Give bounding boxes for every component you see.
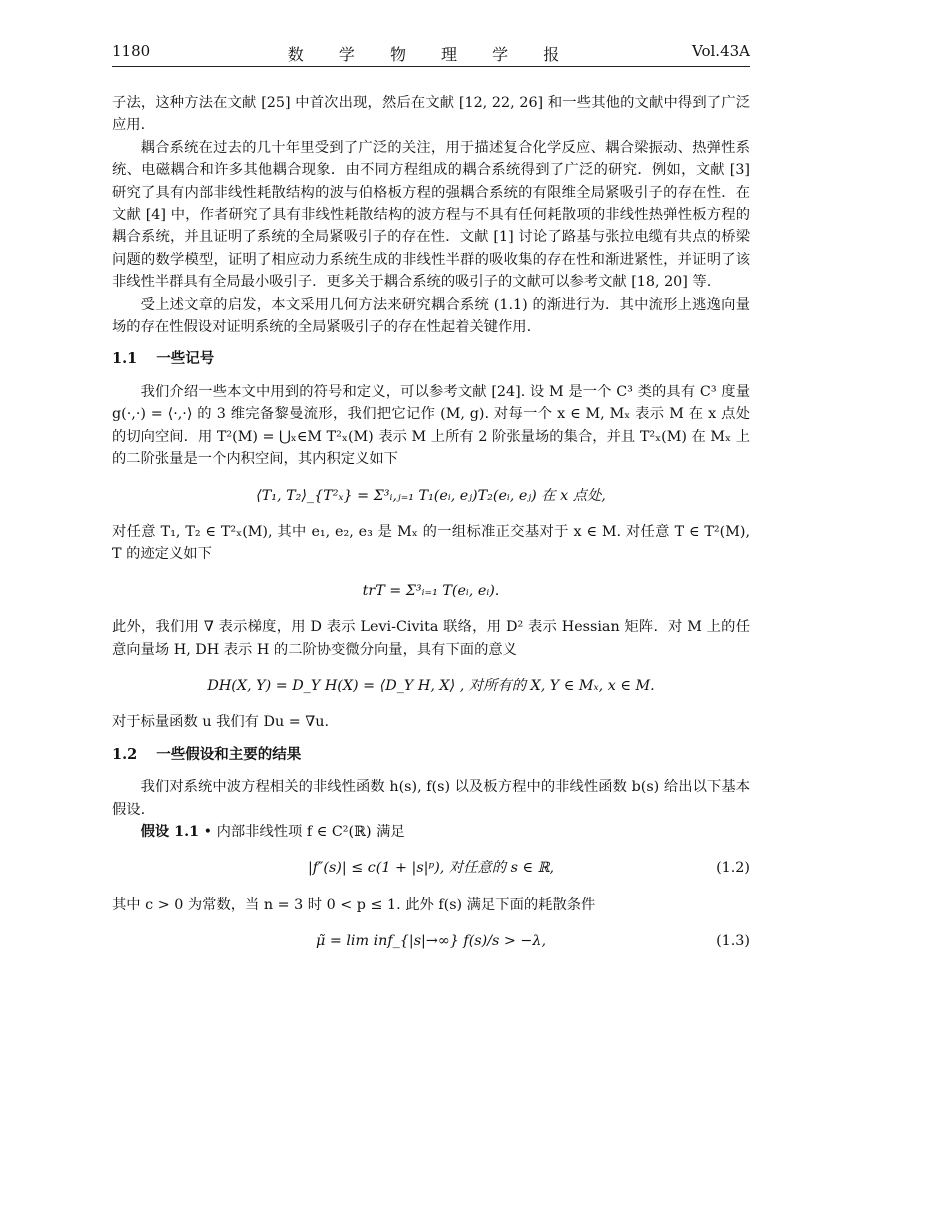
paragraph: 此外，我们用 ∇ 表示梯度，用 D 表示 Levi-Civita 联络，用 D² 表示 Hessian 矩阵．对 M 上的任意向量场 H, DH 表示 H 的二阶协变微分向量，具有下面的意义 [112, 619, 750, 658]
section-title: 一些记号 [156, 351, 215, 368]
equation-body: μ̃ = lim inf_{|s|→∞} f(s)/s > −λ, [315, 933, 546, 950]
equation-1-2 [112, 857, 750, 879]
section-number: 1.1 [112, 350, 138, 368]
equation: DH(X, Y) = D_Y H(X) = ⟨D_Y H, X⟩ , 对所有的 X, Y ∈ Mₓ, x ∈ M. [207, 677, 655, 694]
section-heading [112, 744, 750, 766]
section-title: 一些假设和主要的结果 [156, 746, 302, 763]
paragraph: 我们对系统中波方程相关的非线性函数 h(s), f(s) 以及板方程中的非线性函数 b(s) 给出以下基本假设. [112, 779, 750, 818]
section-number: 1.2 [112, 745, 138, 763]
volume: Vol.43A [692, 42, 750, 60]
equation: trT = Σ³ᵢ₌₁ T(eᵢ, eᵢ). [362, 582, 500, 599]
paragraph: 对于标量函数 u 我们有 Du = ∇u. [112, 714, 329, 731]
equation-tag: (1.3) [716, 933, 750, 950]
paragraph: 耦合系统在过去的几十年里受到了广泛的关注，用于描述复合化学反应、耦合梁振动、热弹性系统、电磁耦合和许多其他耦合现象．由不同方程组成的耦合系统得到了广泛的研究．例如，文献 [3] 研究了具有内部非线性耗散结构的波与伯格板方程的强耦合系统的有限维全局紧吸引子的存在性．在文献 [4] 中，作者研究了具有非线性耗散结构的波方程与不具有任何耗散项的非线性热弹性板方程的耦合系统，并且证明了系统的全局紧吸引子的存在性．文献 [1] 讨论了路基与张拉电缆有共点的桥梁问题的数学模型，证明了相应动力系统生成的非线性半群的吸收集的存在性和渐进紧性，并证明了该非线性半群具有全局最小吸引子．更多关于耦合系统的吸引子的文献可以参考文献 [18, 20] 等. [112, 139, 750, 291]
paragraph: 对任意 T₁, T₂ ∈ T²ₓ(M), 其中 e₁, e₂, e₃ 是 Mₓ 的一组标准正交基对于 x ∈ M. 对任意 T ∈ T²(M), T 的迹定义如下 [112, 523, 750, 563]
paragraph: 其中 c > 0 为常数，当 n = 3 时 0 < p ≤ 1. 此外 f(s) 满足下面的耗散条件 [112, 896, 596, 913]
assumption [112, 821, 750, 843]
equation-tag: (1.2) [716, 860, 750, 877]
assumption-label: 假设 1.1 [140, 823, 200, 840]
paragraph: 子法，这种方法在文献 [25] 中首次出现，然后在文献 [12, 22, 26] 和一些其他的文献中得到了广泛应用. [112, 95, 750, 134]
body-text [112, 92, 750, 967]
equation: ⟨T₁, T₂⟩_{T²ₓ} = Σ³ᵢ,ⱼ₌₁ T₁(eᵢ, eⱼ)T₂(eᵢ, eⱼ) 在 x 点处, [256, 487, 606, 504]
section-heading [112, 348, 750, 370]
running-header [112, 42, 750, 67]
page-number: 1180 [112, 42, 151, 60]
assumption-text: • 内部非线性项 f ∈ C²(ℝ) 满足 [203, 823, 405, 840]
paragraph: 我们介绍一些本文中用到的符号和定义，可以参考文献 [24]. 设 M 是一个 C³ 类的具有 C³ 度量 g(·,·) = ⟨·,·⟩ 的 3 维完备黎曼流形，我们把它记作 (M, g). 对每一个 x ∈ M, Mₓ 表示 M 在 x 点处的切向空间．用 T²(M) = ⋃ₓ∈M T²ₓ(M) 表示 M 上所有 2 阶张量场的集合，并且 T²ₓ(M) 在 Mₓ 上的二阶张量是一个内积空间，其内积定义如下 [112, 383, 750, 468]
journal-title: 数 学 物 理 学 报 [287, 45, 575, 64]
equation-body: |f″(s)| ≤ c(1 + |s|ᵖ), 对任意的 s ∈ ℝ, [307, 860, 555, 877]
paragraph: 受上述文章的启发，本文采用几何方法来研究耦合系统 (1.1) 的渐进行为．其中流形上逃逸向量场的存在性假设对证明系统的全局紧吸引子的存在性起着关键作用. [112, 296, 750, 336]
equation-1-3 [112, 930, 750, 952]
